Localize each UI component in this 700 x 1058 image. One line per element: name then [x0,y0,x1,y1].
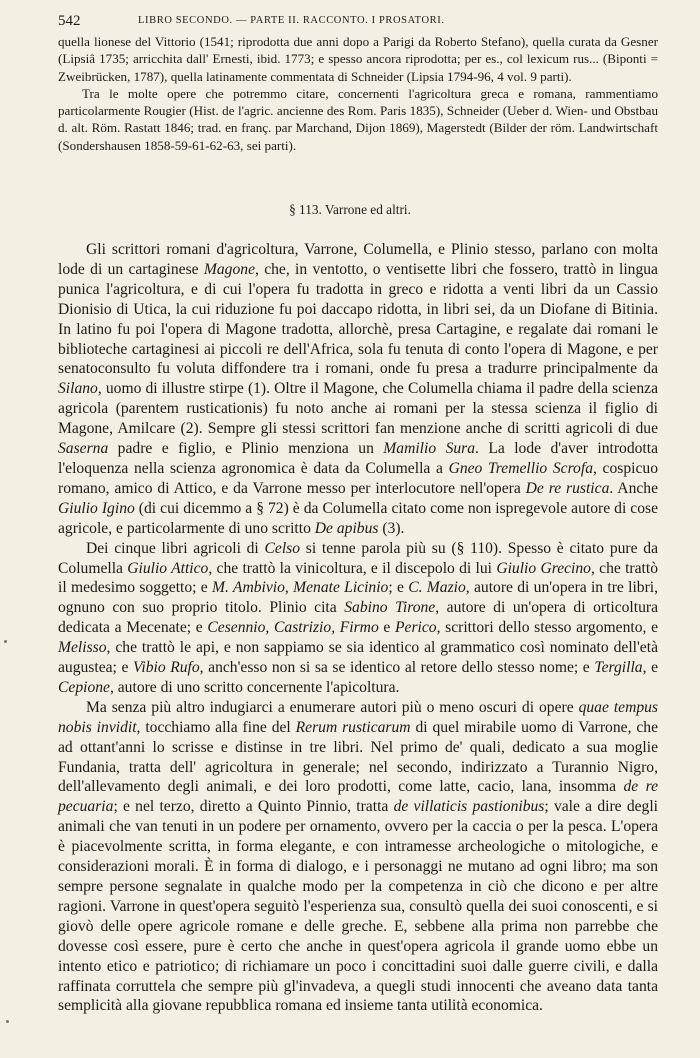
italic-name: Giulio Igino [58,499,135,517]
italic-name: Giulio Attico [127,559,209,577]
italic-name: Tergilla [594,659,643,677]
italic-name: Gneo Tremellio Scrofa [448,459,593,477]
text-run: Gli scrittori romani d'agricoltura, Varrone, Columella, e Plinio stesso, parlano con molta lode di un cartaginese [58,241,658,278]
paper-speck [4,640,7,643]
italic-name: Celso [264,539,301,557]
main-text [58,240,658,1016]
italic-name: Melisso [58,639,107,657]
italic-title: De apibus [314,519,379,537]
italic-name: Perico [395,619,437,637]
running-head: LIBRO SECONDO. — PARTE II. RACCONTO. I PROSATORI. [138,15,445,26]
italic-title: de villaticis pastionibus [393,798,545,816]
text-run: (3). [378,519,405,537]
text-run: , che, in ventotto, o ventisette libri che fossero, trattò in lingua punica l'agricoltura, e di cui l'opera fu tradotta in greco e ridotta a venti libri da un Cassio Dionisio di Utica, la cui riduzione fu poi daccapo ridotta, in libri sei, da un Diofane di Bitinia. In latino fu poi l'opera di Magone tradotta, allorchè, presa Cartagine, e regalate dai romani le biblioteche cartaginesi ai piccoli re dell'Africa, sola fu tenuta di conto l'opera di Magone, e per senatoconsulto fu voluta diffondere tra i romani, onde fu presa a tradurre principalmente da [58,260,658,378]
text-run: Ma senza più altro indugiarci a enumerare autori più o meno oscuri di opere [86,698,579,716]
paper-speck [6,1020,9,1023]
bibliographic-notes [58,33,658,154]
italic-name: Cepione [58,678,110,696]
notes-paragraph-studies: Tra le molte opere che potremmo citare, concernenti l'agricoltura greca e romana, rammentiamo particolarmente Rougier (Hist. de l'agric. ancienne des Rom. Paris 1835), Schneider (Ueber d. Wien- und Obstbau d. alt. Röm. Rastatt 1846; trad. en franç. par Marchand, Dijon 1869), Magerstedt (Bilder der röm. Landwirtschaft (Sondershausen 1858-59-61-62-63, sei parti). [58,85,658,153]
text-run: , autore di un'opera in tre libri, ognuno con suo proprio titolo. Plinio cita [58,579,659,617]
italic-name: M. Ambivio [212,579,285,597]
text-run: , [284,579,294,597]
text-run: . La lode d'aver introdotta l'eloquenza nella scienza agronomica è data da Columella a [58,440,658,477]
text-run: ; e nel terzo, diretto a Quinto Pinnio, tratta [113,798,394,816]
italic-name: Giulio Grecino [496,559,591,577]
text-run: di quel mirabile uomo di Varrone, che ad ottant'anni lo scrisse e distinse in tre libri. Nel primo de' quali, dedicato a sua moglie Fundania, tratta dell' agricoltura in generale; nel secondo, indirizzato a Turannio Nigro, dell'allevamento degli animali, e dei loro prodotti, come latte, cacio, lana, insomma [58,718,658,796]
italic-name: Cesennio, Castrizio, Firmo [207,619,379,637]
text-run: , tocchiamo alla fine del [136,718,296,736]
text-run: e [378,619,396,637]
text-run: , cospicuo romano, amico di Attico, e da Varrone messo per interlocutore nell'opera [58,459,658,497]
text-run: si tenne parola più su (§ 110). Spesso è citato pure da Columella [58,539,658,577]
text-run: , che trattò la vinicoltura, e il discepolo di lui [208,559,497,577]
text-run: ; e [388,579,409,597]
italic-name: C. Mazio [408,579,466,597]
text-run: , che trattò le api, e non sappiamo se sia identico al grammatico così nominato dell'età augustea; e [58,639,658,677]
italic-name: Magone [203,260,255,278]
text-run: , scrittori dello stesso argomento, e [436,619,658,637]
text-run: (di cui dicemmo a § 72) è da Columella citato come non ispregevole autore di cose agricole, e particolarmente di uno scritto [58,499,659,537]
text-run: , che trattò il medesimo soggetto; e [58,559,659,597]
page-header [58,13,658,30]
text-run: , uomo di illustre stirpe (1). Oltre il Magone, che Columella chiama il padre della scienza agricola (parentem rusticationis) fu noto anche ai romani per la stessa scienza il figlio di Magone, Amilcare (2). Sempre gli stessi scrittori fan menzione anche di scritti agricoli di due [58,380,658,438]
text-run: padre e figlio, e Plinio menziona un [108,440,384,458]
italic-title: De re rustica [525,479,610,497]
text-run: , e [642,659,658,677]
text-run: . Anche [609,479,658,497]
text-run: Dei cinque libri agricoli di [86,539,265,557]
page-number: 542 [58,13,81,29]
section-title: § 113. Varrone ed altri. [289,202,411,217]
text-run: ; vale a dire degli animali che van tenuti in un podere per ornamento, ovvero per la caccia o per la pesca. L'opera è piacevolmente scritta, in forma elegante, e con intramesse archeologiche o mitologiche, e considerazioni morali. È in forma di dialogo, e i personaggi ne mutano ad ogni libro; ma son sempre persone segnalate in qualche modo per la competenza in ciò che dicono e per altre ragioni. Varrone in quest'opera seguitò l'esperienza sua, consultò quella dei suoi conoscenti, e si giovò delle opere agricole romane e delle greche. E, sebbene alla prima non parrebbe che dovesse così essere, pure è certo che anche in quest'opera agricola il grande uomo ebbe un intento etico e patriotico; di richiamare un poco i concittadini suoi dalle guerre civili, e dalla raffinata corruttela che sempre più gl'invadeva, a quegli studi innocenti che aveano data tanta semplicità alla giovane repubblica romana ed insieme tanta utilità economica. [58,798,658,1015]
text-run: , autore di uno scritto concernente l'apicoltura. [109,678,400,696]
italic-name: Mamilio Sura [383,440,476,458]
italic-name: Saserna [58,440,109,458]
italic-title: de re pecuaria [58,778,659,816]
text-run: , autore di un'opera di orticoltura dedicata a Mecenate; e [58,599,659,637]
italic-name: Silano [58,380,98,398]
notes-paragraph-editions: quella lionese del Vittorio (1541; riprodotta due anni dopo a Parigi da Roberto Stefano), quella curata da Gesner (Lipsiâ 1735; arricchita dall' Ernesti, ibid. 1773; e spesso ancora riprodotta; per es., col lexicum rus... (Biponti = Zweibrücken, 1787), quella latinamente commentata di Schneider (Lipsia 1794-96, 4 vol. 9 parti). [58,34,658,84]
italic-quote: quae tempus nobis invidit [58,698,659,736]
paragraph-3 [58,698,658,1017]
italic-title: Rerum rusticarum [295,718,411,736]
paragraph-1 [58,240,658,539]
italic-name: Vibio Rufo [133,659,200,677]
italic-name: Menate Licinio [293,579,389,597]
italic-name: Sabino Tirone [344,599,436,617]
paragraph-2 [58,539,658,698]
text-run: , anch'esso non si sa se identico al retore dello stesso nome; e [199,659,595,677]
